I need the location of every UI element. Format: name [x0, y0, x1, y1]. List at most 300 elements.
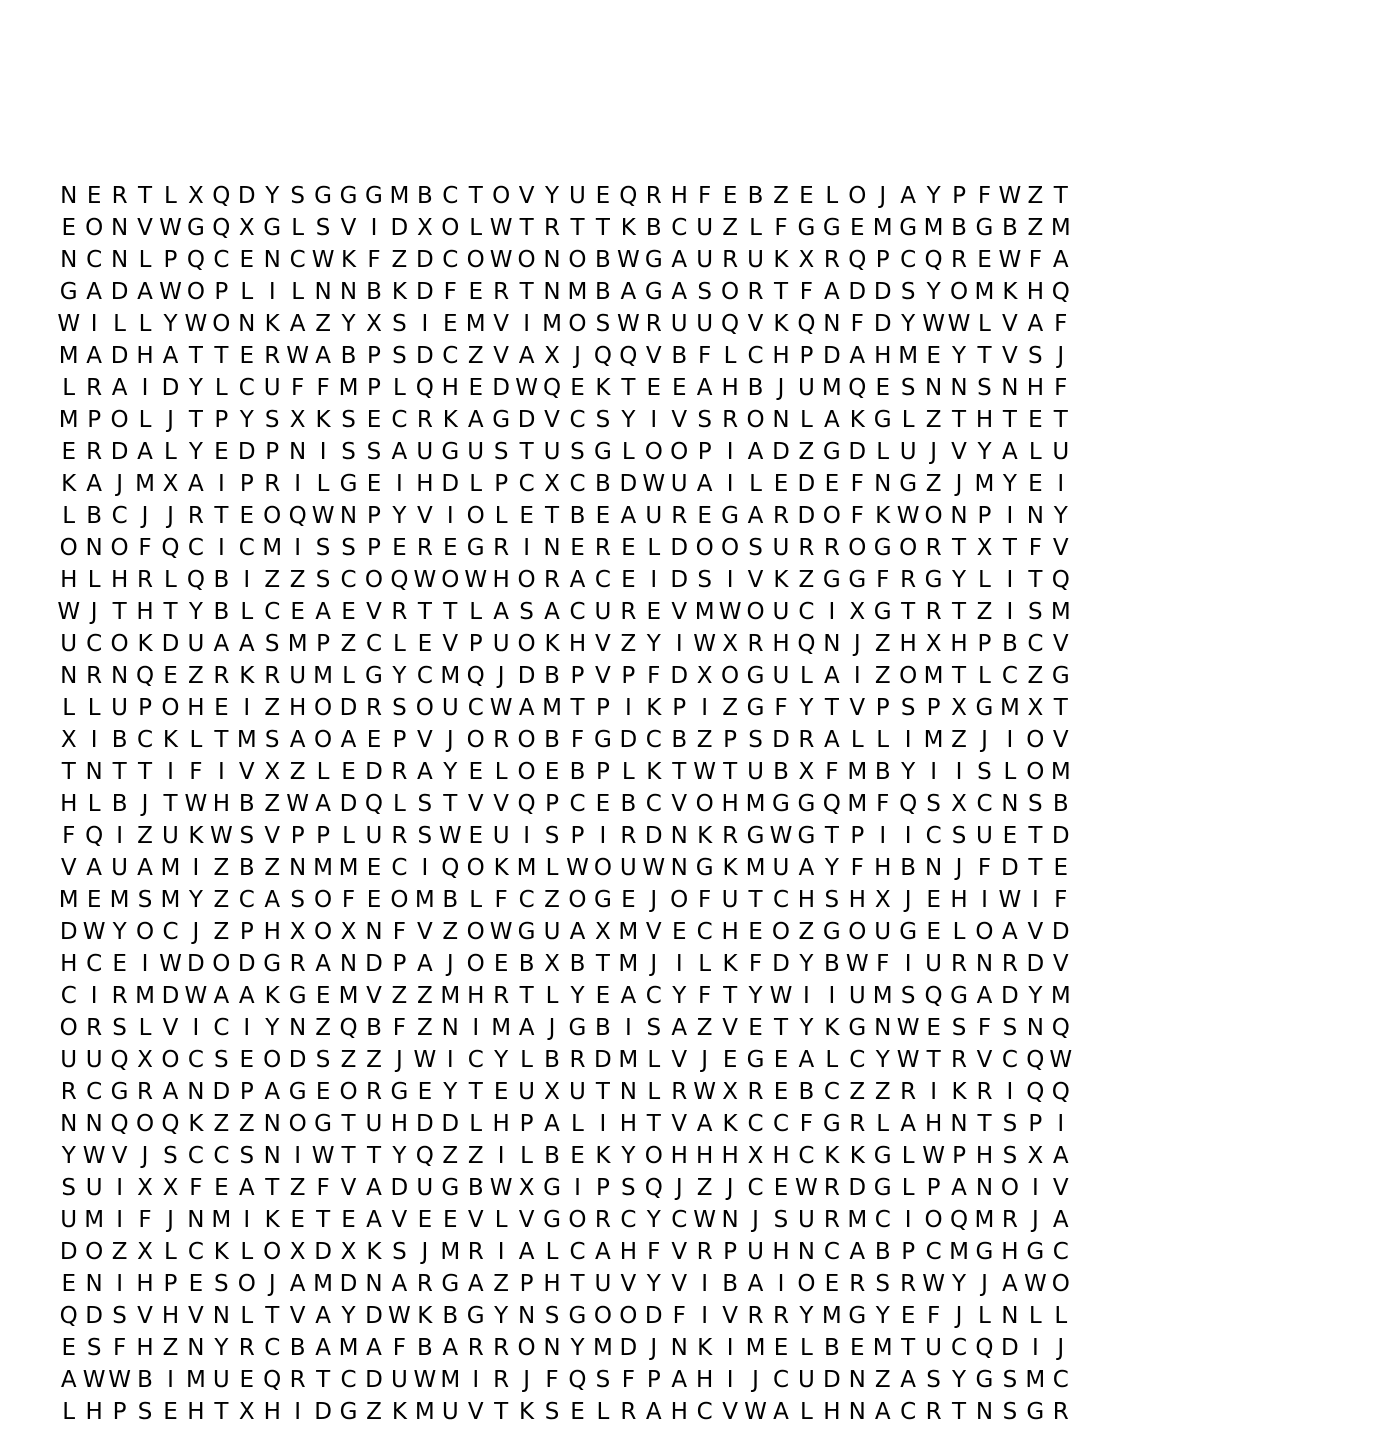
grid-letter: O — [797, 1271, 816, 1297]
grid-letter: E — [1002, 823, 1018, 849]
grid-letter: F — [1028, 535, 1042, 561]
grid-letter: C — [518, 471, 535, 497]
grid-letter: Y — [799, 1303, 814, 1329]
grid-letter: B — [798, 1079, 815, 1105]
grid-letter: C — [187, 1239, 204, 1265]
grid-letter: G — [1051, 663, 1070, 689]
grid-letter: M — [923, 727, 944, 753]
grid-letter: Z — [1027, 663, 1044, 689]
grid-letter: G — [822, 919, 841, 945]
grid-letter: A — [467, 407, 484, 433]
grid-letter: O — [848, 183, 867, 209]
grid-letter: K — [442, 407, 458, 433]
grid-letter: Y — [188, 887, 203, 913]
grid-letter: S — [595, 407, 611, 433]
grid-letter: J — [752, 1207, 759, 1233]
grid-letter: Y — [112, 919, 127, 945]
grid-letter: B — [645, 215, 662, 241]
grid-letter: G — [288, 983, 307, 1009]
grid-letter: I — [777, 1271, 785, 1297]
grid-letter: M — [338, 855, 359, 881]
grid-letter: T — [417, 599, 432, 625]
grid-letter: E — [163, 663, 178, 689]
grid-letter: P — [519, 1271, 534, 1297]
grid-letter: M — [567, 279, 588, 305]
grid-letter: B — [747, 375, 764, 401]
grid-letter: S — [595, 311, 611, 337]
grid-letter: Q — [415, 375, 434, 401]
grid-letter: Z — [620, 631, 637, 657]
grid-letter: W — [693, 1207, 717, 1233]
grid-letter: M — [542, 311, 562, 337]
grid-letter: W — [413, 1047, 437, 1073]
grid-row — [56, 1140, 1356, 1172]
grid-letter: Y — [570, 1335, 585, 1361]
grid-letter: S — [112, 1303, 127, 1329]
grid-letter: W — [489, 215, 513, 241]
grid-letter: A — [366, 1207, 382, 1233]
grid-letter: O — [110, 407, 129, 433]
grid-letter: N — [289, 1015, 307, 1041]
grid-letter: N — [60, 183, 78, 209]
grid-letter: T — [519, 439, 534, 465]
grid-letter: I — [90, 311, 98, 337]
grid-letter: G — [441, 439, 460, 465]
grid-letter: C — [238, 535, 255, 561]
grid-letter: C — [365, 631, 382, 657]
grid-letter: E — [671, 919, 687, 945]
grid-letter: A — [111, 375, 128, 401]
grid-letter: U — [925, 1335, 943, 1361]
grid-letter: H — [721, 919, 739, 945]
grid-letter: R — [594, 535, 611, 561]
grid-letter: T — [1028, 567, 1043, 593]
grid-letter: R — [849, 1111, 866, 1137]
grid-letter: I — [116, 823, 123, 849]
grid-letter: W — [896, 1015, 920, 1041]
grid-letter: S — [1028, 599, 1043, 625]
grid-letter: A — [569, 919, 586, 945]
grid-letter: L — [392, 631, 406, 657]
grid-letter: I — [217, 471, 225, 497]
grid-letter: R — [620, 1399, 637, 1425]
grid-letter: S — [214, 1271, 229, 1297]
grid-letter: N — [1001, 1303, 1019, 1329]
grid-letter: A — [518, 1239, 535, 1265]
grid-letter: E — [443, 535, 458, 561]
grid-letter: I — [268, 279, 276, 305]
grid-letter: R — [925, 599, 942, 625]
grid-letter: N — [874, 1015, 892, 1041]
grid-letter: K — [264, 1207, 280, 1233]
grid-letter: B — [620, 791, 637, 817]
grid-letter: O — [1051, 1271, 1070, 1297]
grid-letter: L — [469, 215, 483, 241]
grid-letter: R — [493, 535, 510, 561]
grid-letter: L — [876, 439, 890, 465]
grid-letter: O — [644, 439, 663, 465]
grid-letter: R — [544, 215, 561, 241]
grid-letter: U — [492, 631, 510, 657]
grid-letter: S — [773, 1207, 789, 1233]
grid-letter: C — [925, 1239, 942, 1265]
grid-letter: U — [772, 535, 790, 561]
grid-letter: N — [924, 855, 943, 881]
grid-letter: C — [747, 343, 764, 369]
grid-letter: S — [748, 535, 763, 561]
grid-letter: V — [391, 1207, 408, 1233]
grid-letter: E — [1028, 407, 1043, 433]
grid-letter: C — [569, 599, 586, 625]
grid-letter: Q — [1026, 1047, 1045, 1073]
grid-letter: A — [213, 983, 230, 1009]
grid-letter: A — [1027, 311, 1044, 337]
grid-letter: N — [314, 279, 332, 305]
grid-letter: K — [773, 247, 789, 273]
grid-letter: J — [981, 727, 988, 753]
grid-letter: G — [517, 919, 536, 945]
grid-letter: N — [721, 1207, 739, 1233]
grid-letter: L — [138, 247, 152, 273]
grid-letter: Y — [799, 951, 814, 977]
grid-letter: Q — [848, 375, 867, 401]
grid-letter: P — [163, 1271, 178, 1297]
grid-letter: I — [1031, 1175, 1039, 1201]
grid-letter: C — [111, 503, 128, 529]
grid-row — [56, 1076, 1356, 1108]
grid-letter: O — [314, 919, 333, 945]
grid-letter: Z — [391, 247, 408, 273]
grid-letter: K — [595, 1143, 611, 1169]
grid-letter: V — [722, 1303, 738, 1329]
grid-letter: Z — [289, 567, 306, 593]
grid-letter: G — [593, 887, 612, 913]
grid-letter: F — [494, 887, 508, 913]
grid-letter: R — [900, 567, 917, 593]
grid-letter: N — [1026, 503, 1044, 529]
grid-letter: L — [545, 855, 559, 881]
grid-letter: U — [772, 599, 790, 625]
grid-letter: O — [517, 247, 536, 273]
grid-letter: S — [1002, 1015, 1018, 1041]
grid-letter: E — [748, 1015, 763, 1041]
grid-letter: K — [417, 1303, 433, 1329]
grid-letter: S — [900, 983, 916, 1009]
grid-letter: V — [671, 1271, 688, 1297]
grid-letter: Z — [111, 1239, 128, 1265]
grid-letter: B — [111, 791, 128, 817]
grid-letter: T — [1028, 855, 1043, 881]
grid-letter: H — [187, 1399, 205, 1425]
grid-letter: E — [824, 471, 840, 497]
grid-letter: R — [416, 535, 433, 561]
grid-letter: U — [416, 439, 434, 465]
grid-letter: I — [904, 1207, 912, 1233]
grid-letter: P — [621, 663, 636, 689]
grid-letter: O — [1026, 759, 1045, 785]
grid-letter: E — [341, 1207, 356, 1233]
grid-letter: N — [263, 247, 281, 273]
grid-letter: L — [901, 407, 915, 433]
grid-row — [56, 596, 1356, 628]
grid-letter: M — [313, 1271, 334, 1297]
grid-letter: B — [340, 343, 357, 369]
grid-letter: D — [85, 1303, 104, 1329]
grid-letter: S — [417, 823, 433, 849]
grid-letter: A — [315, 1303, 331, 1329]
grid-letter: H — [543, 1271, 561, 1297]
grid-letter: C — [137, 727, 154, 753]
grid-letter: D — [772, 439, 790, 465]
grid-letter: G — [746, 663, 765, 689]
grid-letter: O — [110, 535, 129, 561]
grid-letter: H — [60, 567, 78, 593]
grid-letter: A — [137, 439, 153, 465]
grid-letter: E — [697, 503, 712, 529]
grid-letter: T — [1053, 407, 1068, 433]
grid-letter: O — [135, 1111, 155, 1137]
grid-letter: I — [726, 1335, 734, 1361]
grid-letter: P — [290, 823, 305, 849]
grid-letter: U — [187, 631, 205, 657]
grid-letter: G — [568, 1303, 587, 1329]
grid-letter: C — [900, 247, 917, 273]
grid-letter: Y — [621, 1143, 636, 1169]
grid-letter: M — [185, 1367, 206, 1393]
grid-letter: A — [238, 631, 255, 657]
grid-letter: E — [366, 855, 382, 881]
grid-letter: J — [981, 1271, 988, 1297]
grid-letter: A — [416, 759, 433, 785]
grid-letter: B — [874, 1239, 891, 1265]
grid-letter: T — [138, 759, 153, 785]
grid-letter: D — [365, 1367, 383, 1393]
grid-letter: X — [162, 1175, 179, 1201]
grid-letter: W — [566, 855, 589, 881]
grid-letter: Y — [61, 1143, 76, 1169]
grid-letter: C — [951, 1335, 968, 1361]
grid-letter: B — [569, 951, 586, 977]
grid-letter: R — [1001, 1207, 1018, 1233]
grid-letter: Z — [849, 1079, 866, 1105]
grid-letter: R — [544, 567, 561, 593]
grid-letter: S — [315, 215, 331, 241]
grid-letter: W — [489, 1175, 513, 1201]
grid-letter: R — [645, 183, 662, 209]
grid-letter: I — [294, 1143, 302, 1169]
grid-letter: D — [873, 279, 892, 305]
grid-letter: Y — [952, 567, 967, 593]
grid-letter: V — [60, 855, 77, 881]
grid-letter: M — [313, 855, 334, 881]
grid-letter: D — [365, 951, 383, 977]
grid-letter: M — [898, 343, 919, 369]
grid-letter: L — [164, 1239, 177, 1265]
grid-letter: J — [167, 407, 174, 433]
grid-letter: N — [670, 823, 688, 849]
grid-letter: S — [112, 1015, 127, 1041]
grid-letter: C — [976, 791, 993, 817]
grid-letter: E — [417, 1207, 433, 1233]
grid-letter: N — [772, 407, 790, 433]
grid-letter: M — [440, 1367, 461, 1393]
grid-letter: J — [446, 727, 454, 753]
grid-letter: L — [164, 439, 177, 465]
grid-letter: O — [568, 887, 587, 913]
grid-letter: Y — [341, 1303, 356, 1329]
grid-letter: E — [926, 919, 941, 945]
grid-letter: R — [747, 279, 764, 305]
grid-letter: U — [111, 855, 129, 881]
grid-letter: F — [1054, 311, 1068, 337]
grid-letter: Q — [848, 247, 867, 273]
grid-letter: O — [517, 727, 536, 753]
grid-letter: A — [544, 599, 560, 625]
grid-letter: O — [59, 1015, 78, 1041]
grid-letter: S — [1002, 1143, 1018, 1169]
grid-letter: J — [396, 1047, 403, 1073]
grid-letter: V — [1002, 311, 1018, 337]
grid-letter: O — [975, 919, 994, 945]
grid-letter: Z — [289, 759, 306, 785]
grid-letter: S — [519, 599, 534, 625]
grid-letter: N — [441, 1015, 459, 1041]
grid-letter: A — [238, 983, 255, 1009]
grid-letter: D — [1051, 823, 1070, 849]
grid-letter: P — [316, 631, 331, 657]
grid-letter: F — [189, 759, 203, 785]
grid-letter: K — [137, 631, 153, 657]
grid-letter: L — [291, 215, 305, 241]
grid-letter: D — [314, 1239, 332, 1265]
grid-letter: O — [161, 1047, 180, 1073]
grid-letter: G — [339, 183, 358, 209]
grid-letter: A — [900, 1111, 917, 1137]
grid-letter: W — [998, 183, 1022, 209]
grid-letter: X — [238, 215, 255, 241]
grid-letter: V — [544, 407, 560, 433]
grid-letter: C — [416, 663, 433, 689]
grid-letter: R — [823, 247, 840, 273]
grid-letter: P — [239, 919, 254, 945]
grid-letter: K — [722, 855, 738, 881]
grid-letter: U — [85, 1047, 103, 1073]
grid-letter: Q — [135, 663, 155, 689]
grid-letter: F — [62, 823, 76, 849]
grid-letter: D — [390, 1175, 409, 1201]
grid-letter: W — [464, 567, 488, 593]
grid-letter: R — [798, 535, 815, 561]
grid-letter: L — [647, 535, 661, 561]
grid-letter: H — [187, 695, 205, 721]
grid-letter: E — [824, 1271, 840, 1297]
grid-letter: R — [416, 407, 433, 433]
grid-letter: Z — [874, 663, 891, 689]
grid-letter: N — [543, 279, 561, 305]
grid-letter: P — [138, 695, 152, 721]
grid-letter: A — [60, 1367, 77, 1393]
grid-letter: R — [620, 823, 637, 849]
grid-letter: I — [217, 759, 225, 785]
grid-letter: T — [773, 1015, 788, 1041]
grid-letter: Z — [213, 1111, 230, 1137]
grid-letter: I — [1006, 503, 1014, 529]
grid-letter: O — [492, 183, 511, 209]
grid-letter: R — [86, 375, 103, 401]
grid-letter: O — [670, 887, 689, 913]
grid-letter: D — [288, 1047, 307, 1073]
grid-letter: P — [494, 471, 509, 497]
grid-letter: J — [675, 1175, 683, 1201]
grid-letter: V — [671, 1111, 688, 1137]
grid-letter: E — [417, 631, 433, 657]
grid-letter: F — [698, 343, 712, 369]
grid-letter: D — [1051, 919, 1070, 945]
grid-letter: G — [695, 855, 714, 881]
grid-letter: D — [339, 791, 358, 817]
grid-letter: S — [1002, 1399, 1018, 1425]
grid-letter: Y — [799, 1015, 814, 1041]
grid-letter: K — [162, 727, 179, 753]
grid-letter: R — [671, 1079, 688, 1105]
grid-letter: X — [289, 1239, 306, 1265]
grid-letter: N — [950, 1111, 968, 1137]
grid-letter: S — [1002, 1111, 1018, 1137]
grid-letter: V — [671, 407, 688, 433]
grid-letter: N — [187, 1079, 205, 1105]
grid-letter: F — [1054, 887, 1068, 913]
grid-letter: I — [1031, 887, 1039, 913]
grid-letter: U — [543, 919, 561, 945]
grid-letter: N — [85, 1271, 103, 1297]
grid-letter: M — [58, 887, 79, 913]
grid-letter: Q — [1051, 279, 1070, 305]
grid-letter: J — [421, 1239, 429, 1265]
grid-letter: U — [925, 951, 943, 977]
grid-letter: R — [1052, 1399, 1069, 1425]
grid-letter: X — [366, 311, 382, 337]
grid-letter: L — [138, 407, 152, 433]
grid-letter: N — [848, 1399, 866, 1425]
grid-letter: A — [315, 791, 331, 817]
grid-letter: M — [745, 1335, 766, 1361]
grid-letter: M — [974, 1207, 995, 1233]
grid-letter: U — [594, 599, 612, 625]
grid-letter: P — [595, 695, 610, 721]
grid-letter: Y — [952, 1367, 967, 1393]
grid-letter: U — [60, 631, 78, 657]
grid-letter: D — [161, 983, 180, 1009]
grid-letter: U — [365, 823, 383, 849]
grid-letter: A — [315, 1335, 331, 1361]
grid-letter: T — [519, 983, 534, 1009]
grid-letter: N — [975, 1399, 994, 1425]
grid-letter: J — [268, 1271, 276, 1297]
grid-letter: L — [749, 215, 762, 241]
grid-letter: Q — [721, 311, 740, 337]
grid-letter: A — [137, 279, 153, 305]
grid-letter: A — [747, 503, 764, 529]
grid-letter: K — [188, 823, 204, 849]
grid-letter: K — [722, 1111, 738, 1137]
grid-letter: X — [722, 631, 738, 657]
grid-letter: N — [60, 663, 78, 689]
grid-letter: C — [645, 727, 662, 753]
grid-letter: H — [823, 1399, 841, 1425]
grid-row — [56, 756, 1356, 788]
grid-letter: M — [236, 727, 257, 753]
grid-letter: M — [414, 887, 435, 913]
